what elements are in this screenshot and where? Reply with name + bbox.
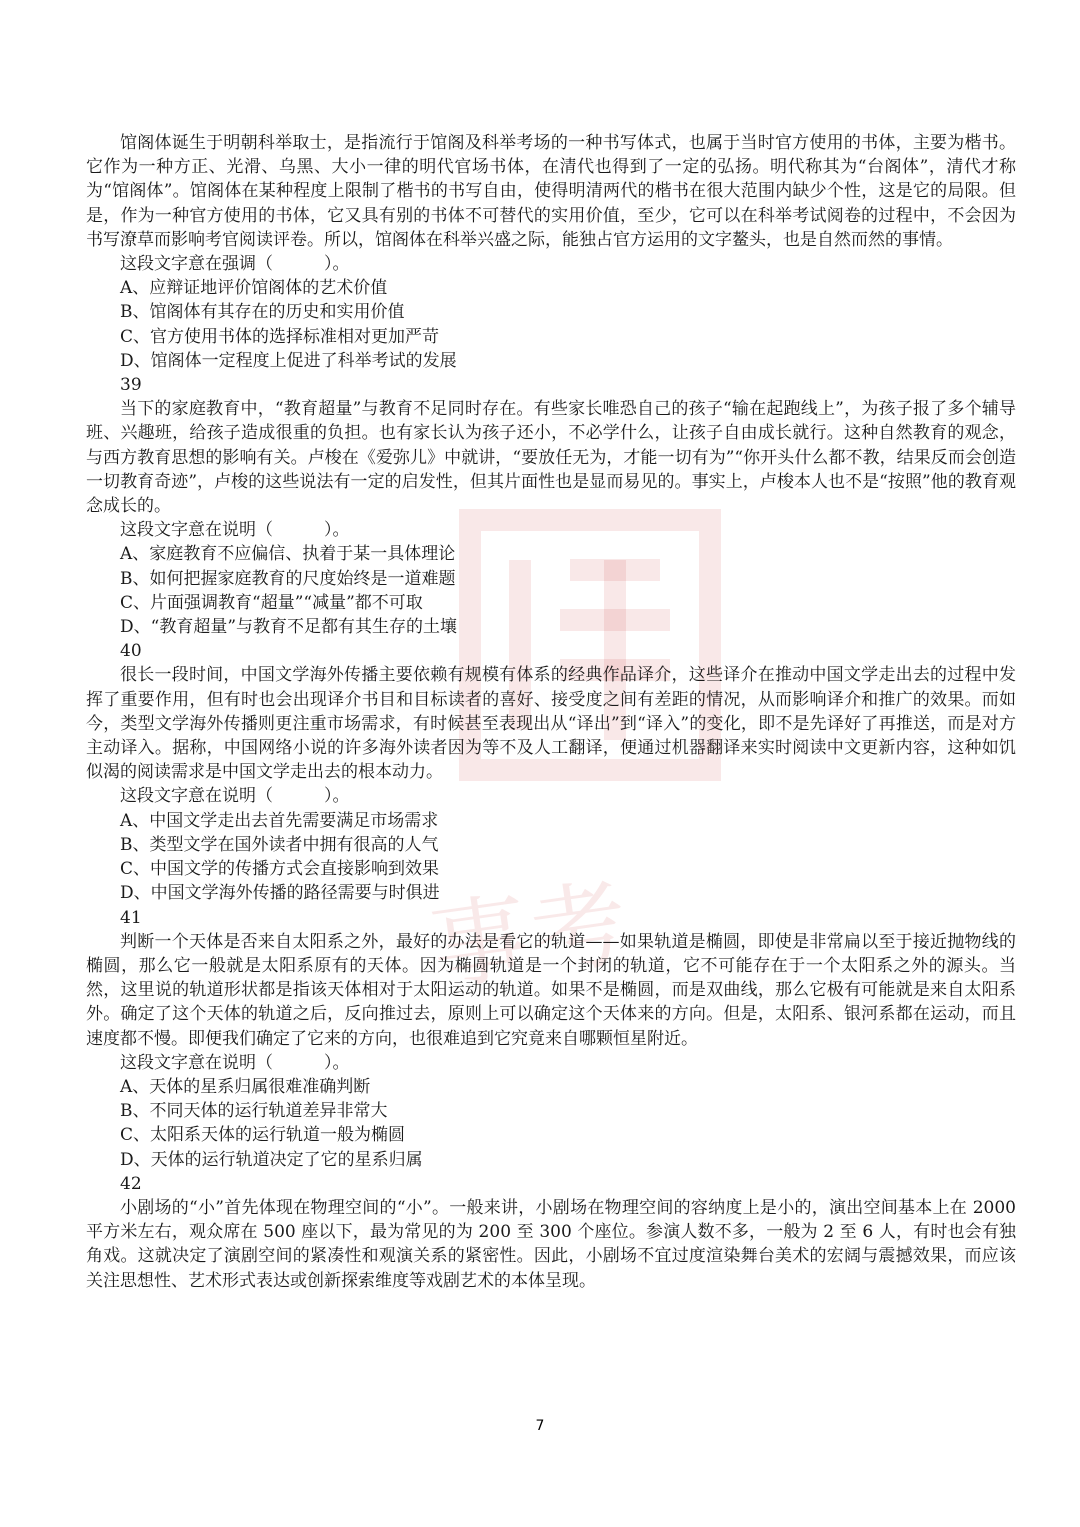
question-number-39: 39 xyxy=(120,375,142,396)
question-stem-39: 这段文字意在说明（ ）。 xyxy=(120,520,350,541)
option-38-c: C、官方使用书体的选择标准相对更加严苛 xyxy=(120,326,440,347)
option-39-c: C、片面强调教育“超量”“减量”都不可取 xyxy=(120,592,423,613)
question-number-42: 42 xyxy=(120,1173,142,1194)
option-41-a: A、天体的星系归属很难准确判断 xyxy=(120,1076,371,1097)
page-number: 7 xyxy=(535,1418,545,1434)
question-number-40: 40 xyxy=(120,641,142,662)
question-stem-40: 这段文字意在说明（ ）。 xyxy=(120,786,350,807)
passage-39: 当下的家庭教育中，“教育超量”与教育不足同时存在。有些家长唯恐自己的孩子“输在起跑线上”，为孩子报了多个辅导班、兴趣班，给孩子造成很重的负担。也有家长认为孩子还小，不必学什么，让孩子自由成长就行。这种自然教育的观念，与西方教育思想的影响有关。卢梭在《爱弥儿》中就讲，“要放任无为，才能一切有为”“你开头什么都不教，结果反而会创造一切教育奇迹”，卢梭的这些说法有一定的启发性，但其片面性也是显而易见的。事实上，卢梭本人也不是“按照”他的教育观念成长的。 xyxy=(86,399,1016,517)
question-38 xyxy=(86,131,1016,373)
option-41-c: C、太阳系天体的运行轨道一般为椭圆 xyxy=(120,1125,406,1146)
passage-41: 判断一个天体是否来自太阳系之外，最好的办法是看它的轨道——如果轨道是椭圆，即使是非常扁以至于接近抛物线的椭圆，那么它一般就是太阳系原有的天体。因为椭圆轨道是一个封闭的轨道，它不可能存在于一个太阳系之外的源头。当然，这里说的轨道形状都是指该天体相对于太阳运动的轨道。如果不是椭圆，而是双曲线，那么它极有可能就是来自太阳系外。确定了这个天体的轨道之后，反向推过去，原则上可以确定这个天体来的方向。但是，太阳系、银河系都在运动，而且速度都不慢。即便我们确定了它来的方向，也很难追到它究竟来自哪颗恒星附近。 xyxy=(86,931,1016,1049)
question-42 xyxy=(86,1172,1016,1293)
option-40-d: D、中国文学海外传播的路径需要与时俱进 xyxy=(120,883,440,904)
option-41-d: D、天体的运行轨道决定了它的星系归属 xyxy=(120,1149,423,1170)
option-38-b: B、馆阁体有其存在的历史和实用价值 xyxy=(120,302,405,323)
option-38-a: A、应辩证地评价馆阁体的艺术价值 xyxy=(120,278,388,299)
question-41 xyxy=(86,906,1016,1172)
option-40-c: C、中国文学的传播方式会直接影响到效果 xyxy=(120,859,440,880)
question-stem-38: 这段文字意在强调（ ）。 xyxy=(120,254,350,275)
option-40-a: A、中国文学走出去首先需要满足市场需求 xyxy=(120,810,439,831)
question-stem-41: 这段文字意在说明（ ）。 xyxy=(120,1052,350,1073)
question-39 xyxy=(86,373,1016,639)
option-39-a: A、家庭教育不应偏信、执着于某一具体理论 xyxy=(120,544,456,565)
passage-38: 馆阁体诞生于明朝科举取士，是指流行于馆阁及科举考场的一种书写体式，也属于当时官方使用的书体，主要为楷书。它作为一种方正、光滑、乌黑、大小一律的明代官场书体，在清代也得到了一定的弘扬。明代称其为“台阁体”，清代才称为“馆阁体”。馆阁体在某种程度上限制了楷书的书写自由，使得明清两代的楷书在很大范围内缺少个性，这是它的局限。但是，作为一种官方使用的书体，它又具有别的书体不可替代的实用价值，至少，它可以在科举考试阅卷的过程中，不会因为书写潦草而影响考官阅读评卷。所以，馆阁体在科举兴盛之际，能独占官方运用的文字鳌头，也是自然而然的事情。 xyxy=(86,133,1016,250)
watermark-word: 事考 xyxy=(424,866,639,1006)
option-39-d: D、“教育超量”与教育不足都有其生存的土壤 xyxy=(120,617,458,638)
option-39-b: B、如何把握家庭教育的尺度始终是一道难题 xyxy=(120,568,456,589)
document-content xyxy=(86,131,1016,1293)
option-38-d: D、馆阁体一定程度上促进了科举考试的发展 xyxy=(120,350,457,371)
passage-40: 很长一段时间，中国文学海外传播主要依赖有规模有体系的经典作品译介，这些译介在推动中国文学走出去的过程中发挥了重要作用，但有时也会出现译介书目和目标读者的喜好、接受度之间有差距的情况，从而影响译介和推广的效果。而如今，类型文学海外传播则更注重市场需求，有时候甚至表现出从“译出”到“译入”的变化，即不是先译好了再推送，而是对方主动译入。据称，中国网络小说的许多海外读者因为等不及人工翻译，便通过机器翻译来实时阅读中文更新内容，这种如饥似渴的阅读需求是中国文学走出去的根本动力。 xyxy=(86,665,1016,783)
option-40-b: B、类型文学在国外读者中拥有很高的人气 xyxy=(120,834,439,855)
passage-42: 小剧场的“小”首先体现在物理空间的“小”。一般来讲，小剧场在物理空间的容纳度上是小的，演出空间基本上在 2000 平方米左右，观众席在 500 座以下，最为常见的为 200 至 300 个座位。参演人数不多，一般为 2 至 6 人，有时也会有独角戏。这就决定了演剧空间的紧凑性和观演关系的紧密性。因此，小剧场不宜过度渲染舞台美术的宏阔与震撼效果，而应该关注思想性、艺术形式表达或创新探索维度等戏剧艺术的本体呈现。 xyxy=(86,1197,1016,1291)
option-41-b: B、不同天体的运行轨道差异非常大 xyxy=(120,1101,388,1122)
question-40 xyxy=(86,639,1016,905)
question-number-41: 41 xyxy=(120,907,142,928)
